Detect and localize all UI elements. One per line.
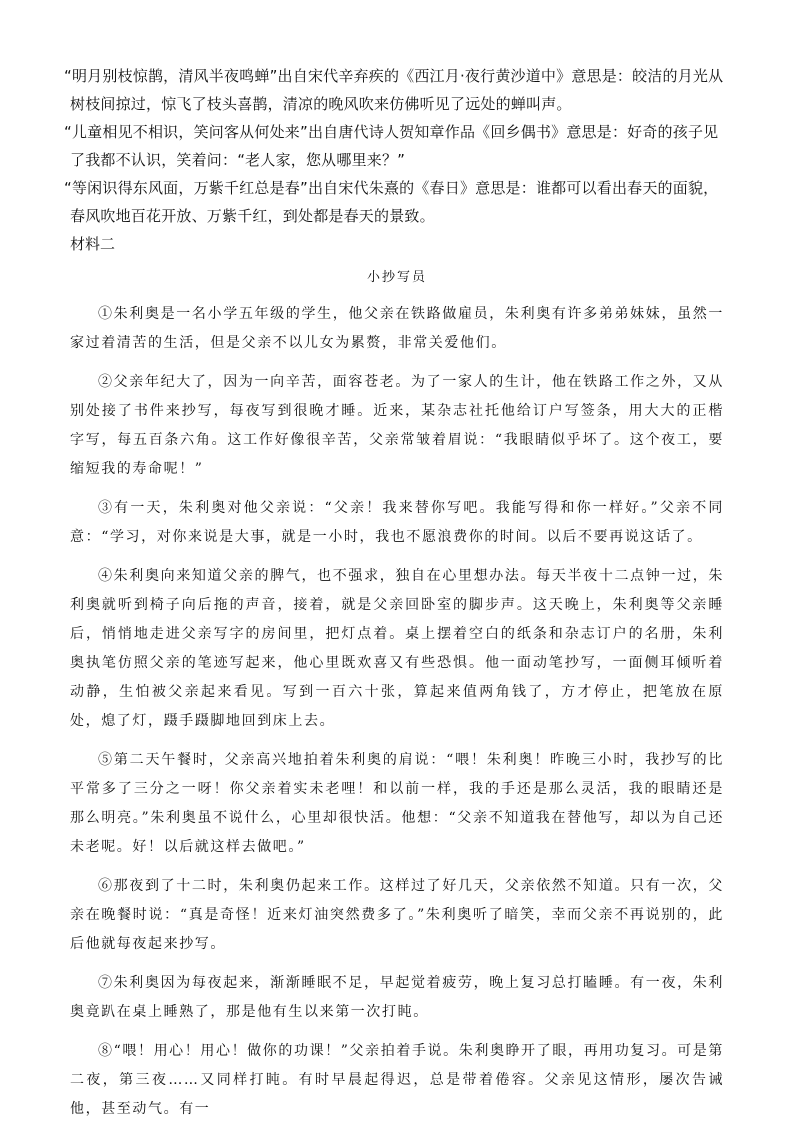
story-title: 小抄写员 <box>366 270 427 285</box>
story-paragraph: ①朱利奥是一名小学五年级的学生，他父亲在铁路做雇员，朱利奥有许多弟弟妹妹，虽然一家过着清苦的生活，但是父亲不以儿女为累赘，非常关爱他们。 <box>70 306 724 351</box>
story-paragraph: ⑤第二天午餐时，父亲高兴地拍着朱利奥的肩说：“喂！朱利奥！昨晚三小时，我抄写的比平常多了三分之一呀！你父亲着实未老哩！和以前一样，我的手还是那么灵活，我的眼睛还是那么明亮。”朱利奥虽不说什么，心里却很快活。他想：“父亲不知道我在替他写，却以为自己还未老呢。好！以后就这样去做吧。” <box>70 752 724 855</box>
poem-explanation-paragraph: “等闲识得东风面，万紫千红总是春”出自宋代朱熹的《春日》意思是：谁都可以看出春天的面貌，春风吹地百花开放、万紫千红，到处都是春天的景致。 <box>64 179 719 225</box>
story-paragraph: ⑥那夜到了十二时，朱利奥仍起来工作。这样过了好几天，父亲依然不知道。只有一次，父亲在晚餐时说：“真是奇怪！近来灯油突然费多了。”朱利奥听了暗笑，幸而父亲不再说别的，此后他就每夜起来抄写。 <box>70 878 724 952</box>
section-label: 材料二 <box>70 235 116 253</box>
story-paragraph: ④朱利奥向来知道父亲的脾气，也不强求，独自在心里想办法。每天半夜十二点钟一过，朱利奥就听到椅子向后拖的声音，接着，就是父亲回卧室的脚步声。这天晚上，朱利奥等父亲睡后，悄悄地走进父亲写字的房间里，把灯点着。桌上摆着空白的纸条和杂志订户的名册，朱利奥执笔仿照父亲的笔迹写起来，他心里既欢喜又有些恐惧。他一面动笔抄写，一面侧耳倾听着动静，生怕被父亲起来看见。写到一百六十张，算起来值两角钱了，方才停止，把笔放在原处，熄了灯，蹑手蹑脚地回到床上去。 <box>70 568 724 729</box>
poem-explanation-paragraph: “明月别枝惊鹊，清风半夜鸣蝉”出自宋代辛弃疾的《西江月·夜行黄沙道中》意思是：皎洁的月光从树枝间掠过，惊飞了枝头喜鹊，清凉的晚风吹来仿佛听见了远处的蝉叫声。 <box>64 67 724 113</box>
story-paragraph: ③有一天，朱利奥对他父亲说：“父亲！我来替你写吧。我能写得和你一样好。”父亲不同意：“学习，对你来说是大事，就是一小时，我也不愿浪费你的时间。以后不要再说这话了。 <box>70 500 724 545</box>
story-paragraph: ⑦朱利奥因为每夜起来，渐渐睡眠不足，早起觉着疲劳，晚上复习总打瞌睡。有一夜，朱利奥竟趴在桌上睡熟了，那是他有生以来第一次打盹。 <box>70 975 724 1020</box>
story-paragraph: ⑧“喂！用心！用心！做你的功课！”父亲拍着手说。朱利奥睁开了眼，再用功复习。可是第二夜，第三夜……又同样打盹。有时早晨起得迟，总是带着倦容。父亲见这情形，屡次告诫他，甚至动气。有一 <box>70 1043 724 1117</box>
poem-explanation-paragraph: “儿童相见不相识，笑问客从何处来”出自唐代诗人贺知章作品《回乡偶书》意思是：好奇的孩子见了我都不认识，笑着问：“老人家，您从哪里来？” <box>64 123 719 169</box>
material-one-section <box>64 62 724 230</box>
document-page <box>64 62 724 1134</box>
story-paragraph: ②父亲年纪大了，因为一向辛苦，面容苍老。为了一家人的生计，他在铁路工作之外，又从别处接了书件来抄写，每夜写到很晚才睡。近来，某杂志社托他给订户写签条，用大大的正楷字写，每五百条六角。这工作好像很辛苦，父亲常皱着眉说：“我眼睛似乎坏了。这个夜工，要缩短我的寿命呢！” <box>70 374 724 477</box>
story-body <box>70 300 724 1124</box>
